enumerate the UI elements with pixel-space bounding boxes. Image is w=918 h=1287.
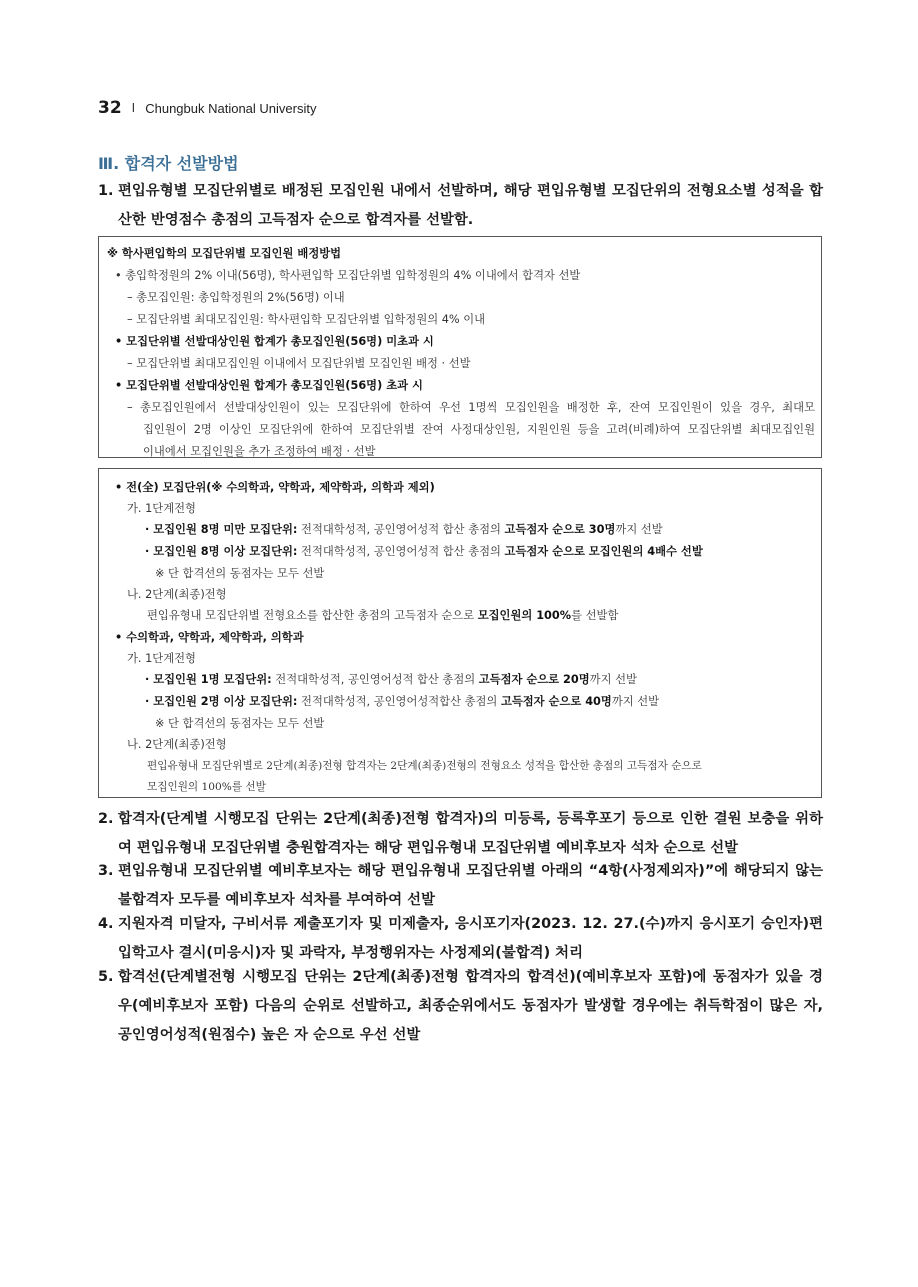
special-stage1-rule-1: · 모집인원 1명 모집단위: 전적대학성적, 공인영어성적 합산 총점의 고득점자 순으로 20명까지 선발 (145, 673, 637, 686)
selection-stages-box (98, 468, 822, 798)
dash-total-recruit: – 총모집인원: 총입학정원의 2%(56명) 이내 (127, 291, 345, 304)
special-stage2-line1: 편입유형내 모집단위별로 2단계(최종)전형 합격자는 2단계(최종)전형의 전형요소 성적을 합산한 총점의 고득점자 순으로 (147, 760, 702, 772)
dash-not-exceed: – 모집단위별 최대모집인원 이내에서 모집단위별 모집인원 배정 · 선발 (127, 357, 471, 370)
allocation-method-box (98, 236, 822, 458)
item-3 (98, 857, 823, 915)
dash-exceed-line2: 집인원이 2명 이상인 모집단위에 한하여 모집단위별 잔여 사정대상인원, 지원인원 등을 고려(비례)하여 모집단위별 최대모집인원 (143, 423, 815, 436)
bullet-exceed: • 모집단위별 선발대상인원 합계가 총모집인원(56명) 초과 시 (115, 379, 423, 392)
item-text: 편입유형내 모집단위별 예비후보자는 해당 편입유형내 모집단위별 아래의 “4항(사정제외자)”에 해당되지 않는 불합격자 모두를 예비후보자 석차를 부여하여 선발 (118, 863, 823, 908)
item-number: 4. (98, 916, 114, 932)
page-number: 32 (98, 98, 122, 118)
bullet-total-quota: • 총입학정원의 2% 이내(56명), 학사편입학 모집단위별 입학정원의 4% 이내에서 합격자 선발 (115, 269, 581, 282)
item-number: 2. (98, 811, 114, 827)
item-number: 1. (98, 183, 114, 199)
stage2-rule: 편입유형내 모집단위별 전형요소를 합산한 총점의 고득점자 순으로 모집인원의 100%를 선발함 (147, 609, 619, 622)
item-number: 3. (98, 863, 114, 879)
special-units-title: • 수의학과, 약학과, 제약학과, 의학과 (115, 631, 304, 644)
stage1-rule-under8: · 모집인원 8명 미만 모집단위: 전적대학성적, 공인영어성적 합산 총점의 고득점자 순으로 30명까지 선발 (145, 523, 663, 536)
bullet-not-exceed: • 모집단위별 선발대상인원 합계가 총모집인원(56명) 미초과 시 (115, 335, 434, 348)
special-stage1-heading: 가. 1단계전형 (127, 652, 196, 665)
special-stage2-heading: 나. 2단계(최종)전형 (127, 738, 227, 751)
box-title: ※ 학사편입학의 모집단위별 모집인원 배정방법 (107, 247, 342, 260)
university-name: Chungbuk National University (145, 100, 317, 116)
all-units-title: • 전(全) 모집단위(※ 수의학과, 약학과, 제약학과, 의학과 제외) (115, 481, 435, 494)
stage2-heading: 나. 2단계(최종)전형 (127, 588, 227, 601)
item-2 (98, 805, 823, 863)
dash-exceed-line1: – 총모집인원에서 선발대상인원이 있는 모집단위에 한하여 우선 1명씩 모집인원을 배정한 후, 잔여 모집인원이 있을 경우, 최대모 (127, 401, 815, 414)
stage1-heading: 가. 1단계전형 (127, 502, 196, 515)
dash-max-recruit: – 모집단위별 최대모집인원: 학사편입학 모집단위별 입학정원의 4% 이내 (127, 313, 486, 326)
special-tie-note: ※ 단 합격선의 동점자는 모두 선발 (155, 717, 325, 730)
item-text: 지원자격 미달자, 구비서류 제출포기자 및 미제출자, 응시포기자(2023. 12. 27.(수)까지 응시포기 승인자)편입학고사 결시(미응시)자 및 과락자, 부정행위자는 사정제외(불합격) 처리 (118, 916, 823, 961)
item-text: 합격선(단계별전형 시행모집 단위는 2단계(최종)전형 합격자의 합격선)(예비후보자 포함)에 동점자가 있을 경우(예비후보자 포함) 다음의 순위로 선발하고, 최종순위에서도 동점자가 발생할 경우에는 취득학점이 많은 자, 공인영어성적(원점수) 높은 자 순으로 우선 선발 (118, 969, 823, 1043)
stage1-rule-over8: · 모집인원 8명 이상 모집단위: 전적대학성적, 공인영어성적 합산 총점의 고득점자 순으로 모집인원의 4배수 선발 (145, 545, 703, 558)
item-number: 5. (98, 969, 114, 985)
header-separator: I (131, 101, 136, 115)
special-stage1-rule-2: · 모집인원 2명 이상 모집단위: 전적대학성적, 공인영어성적합산 총점의 고득점자 순으로 40명까지 선발 (145, 695, 660, 708)
tie-note: ※ 단 합격선의 동점자는 모두 선발 (155, 567, 325, 580)
section-title: Ⅲ. 합격자 선발방법 (98, 154, 239, 173)
item-text: 편입유형별 모집단위별로 배정된 모집인원 내에서 선발하며, 해당 편입유형별 모집단위의 전형요소별 성적을 합산한 반영점수 총점의 고득점자 순으로 합격자를 선발함. (118, 183, 823, 228)
item-1 (98, 177, 823, 235)
special-stage2-line2: 모집인원의 100%를 선발 (147, 781, 266, 793)
item-text: 합격자(단계별 시행모집 단위는 2단계(최종)전형 합격자)의 미등록, 등록후포기 등으로 인한 결원 보충을 위하여 편입유형내 모집단위별 충원합격자는 해당 편입유형내 모집단위별 예비후보자 석차 순으로 선발 (118, 811, 823, 856)
item-5 (98, 963, 823, 1050)
item-4 (98, 910, 823, 968)
page-header (98, 98, 316, 118)
dash-exceed-line3: 이내에서 모집인원을 추가 조정하여 배정 · 선발 (143, 445, 376, 458)
